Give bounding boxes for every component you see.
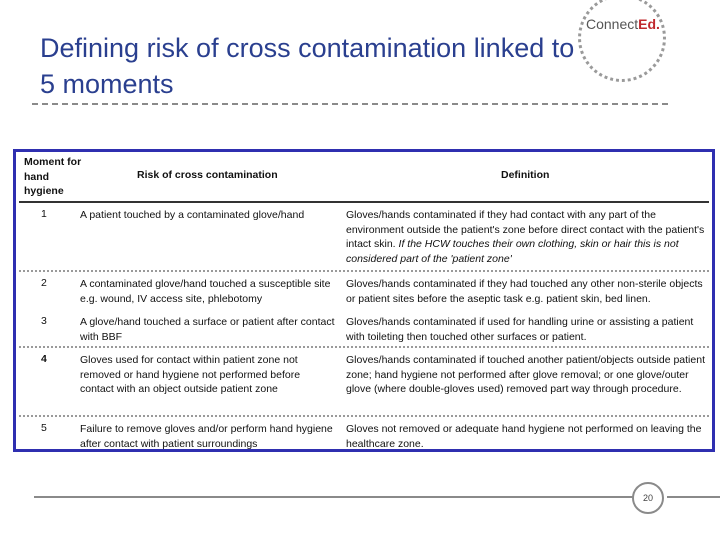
moments-table [19,153,709,453]
row-definition-note: If the HCW touches their own clothing, skin or hair this is not considered part of the 'patient zone' [346,238,679,266]
row-risk: A contaminated glove/hand touched a susceptible site e.g. wound, IV access site, phlebotomy [80,278,331,305]
logo-name: Connect [586,16,639,32]
table-row [19,310,709,348]
row-risk: A patient touched by a contaminated glove/hand [80,209,305,221]
row-risk: Gloves used for contact within patient zone not removed or hand hygiene not performed before contact with an object outside patient zone [80,354,301,396]
table-row [19,203,709,272]
logo-text [586,16,660,32]
row-definition: Gloves/hands contaminated if they had touched any other non-sterile objects or patient sites before the aseptic task e.g. patient skin, bed linen. [346,278,703,305]
row-risk: Failure to remove gloves and/or perform hand hygiene after contact with patient surroundings [80,423,333,450]
row-moment: 5 [41,422,47,434]
row-definition: Gloves/hands contaminated if used for handling urine or assisting a patient with toileting then touched other surfaces or patient. [346,316,694,343]
page-number: 20 [632,482,664,514]
header-moment: Moment for hand hygiene [24,156,82,197]
connected-logo [578,0,670,86]
title-divider [32,103,668,105]
row-definition: Gloves not removed or adequate hand hygiene not performed on leaving the healthcare zone. [346,423,702,450]
header-risk: Risk of cross contamination [137,169,278,181]
footer-divider [34,496,634,498]
logo-dotted-ring-icon [578,0,666,82]
footer-divider-right [667,496,720,498]
table-row [19,417,709,453]
table-row [19,348,709,417]
row-moment: 1 [41,208,47,220]
header-definition: Definition [501,169,550,181]
row-moment: 3 [41,315,47,327]
moments-table-frame [13,149,715,452]
slide-title: Defining risk of cross contamination linked to 5 moments [40,33,575,99]
logo-accent: Ed. [638,16,660,32]
row-moment: 4 [41,353,47,365]
row-definition [346,208,708,267]
row-definition-text: Gloves/hands contaminated if they had contact with any part of the environment outside the patient's zone before direct contact with the patient's intact skin. [346,209,705,251]
row-definition: Gloves/hands contaminated if touched another patient/objects outside patient zone; hand hygiene not performed after glove removal; or one glove/outer glove (where double-gloves used) removed part way through procedure. [346,354,705,396]
table-row [19,272,709,310]
row-moment: 2 [41,277,47,289]
table-header [19,153,709,203]
row-risk: A glove/hand touched a surface or patient after contact with BBF [80,316,335,343]
